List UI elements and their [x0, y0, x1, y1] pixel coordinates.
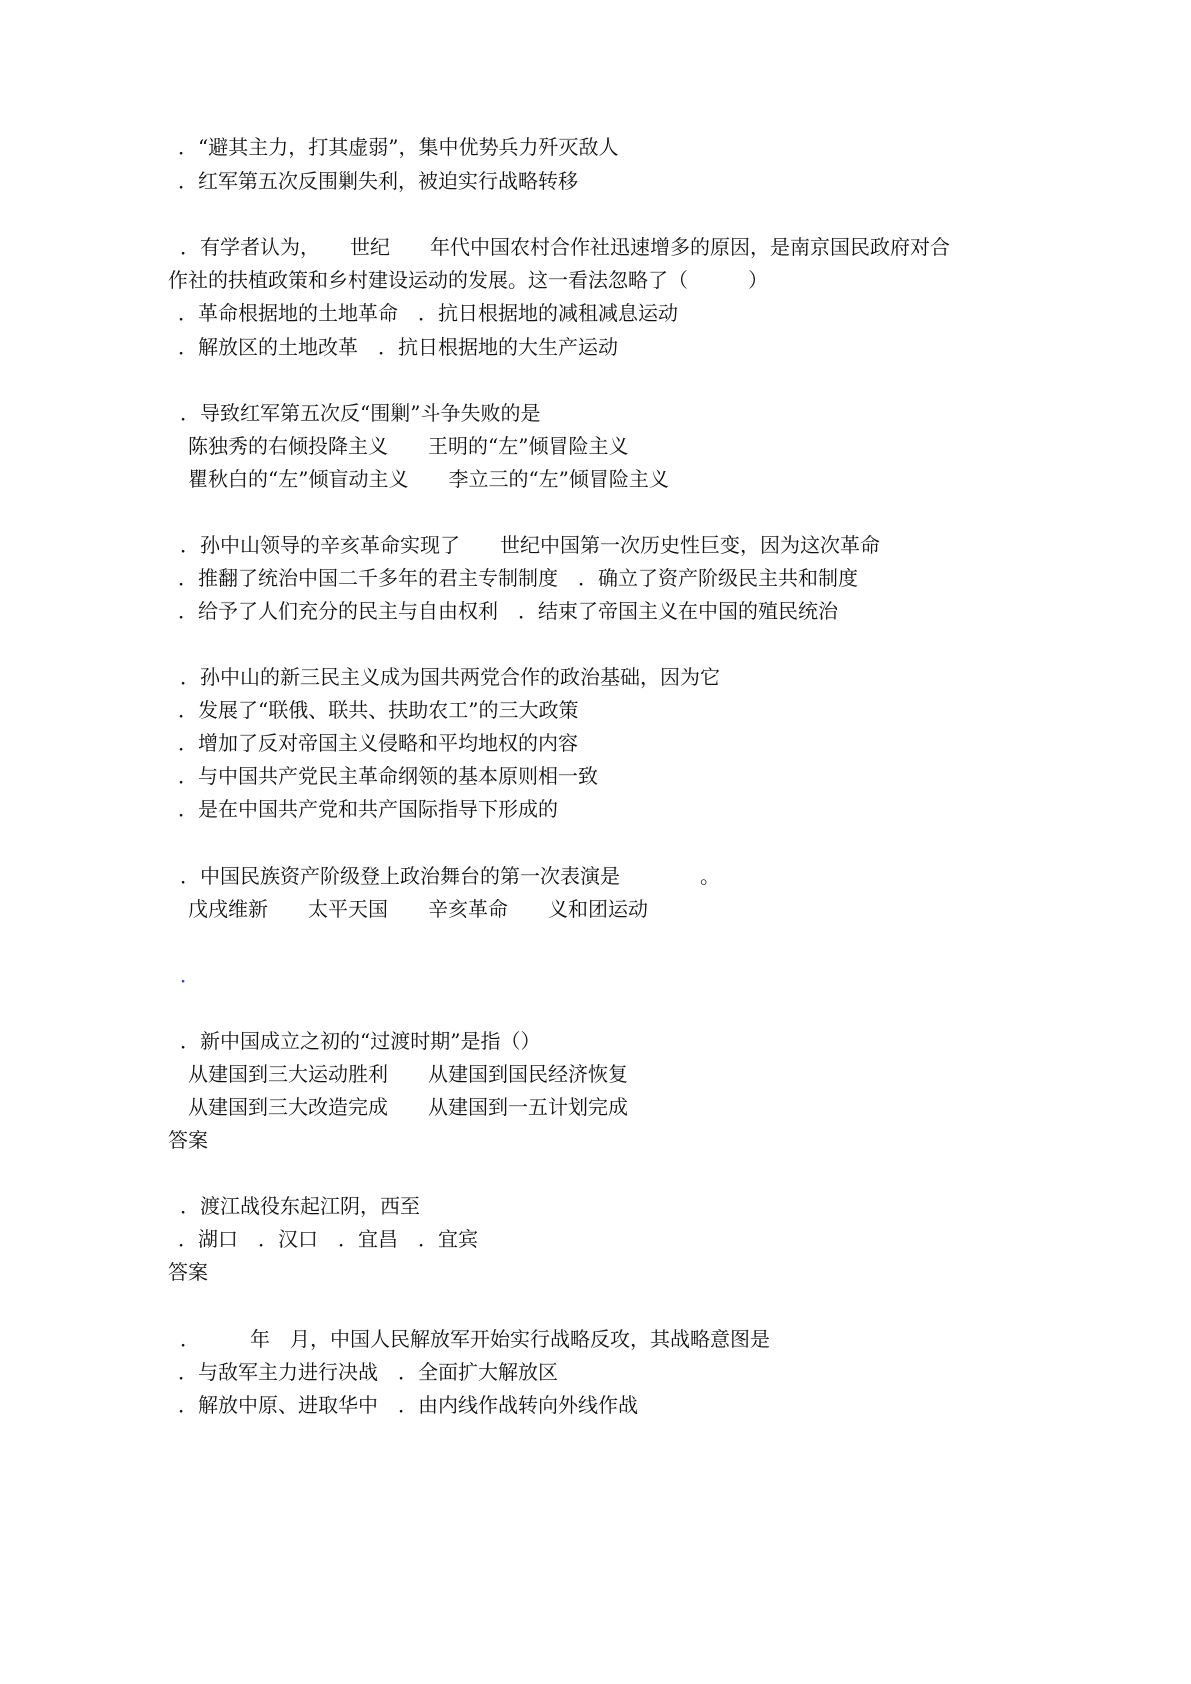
- option-line: 戊戌维新 太平天国 辛亥革命 义和团运动: [188, 897, 648, 921]
- text-line: ．“避其主力，打其虚弱”，集中优势兵力歼灭敌人: [178, 135, 619, 159]
- option-line: 从建国到三大改造完成 从建国到一五计划完成: [188, 1095, 628, 1119]
- text-line: 作社的扶植政策和乡村建设运动的发展。这一看法忽略了（ ）: [168, 268, 768, 292]
- answer-label: 答案: [168, 1128, 208, 1152]
- option-line: ．发展了“联俄、联共、扶助农工”的三大政策: [178, 698, 579, 722]
- option-line: ．给予了人们充分的民主与自由权利 ．结束了帝国主义在中国的殖民统治: [178, 599, 838, 623]
- option-line: ．解放中原、进取华中 ．由内线作战转向外线作战: [178, 1393, 638, 1417]
- answer-label: 答案: [168, 1260, 208, 1284]
- option-line: ．增加了反对帝国主义侵略和平均地权的内容: [178, 731, 578, 755]
- text-line: ．红军第五次反围剿失利，被迫实行战略转移: [178, 169, 578, 193]
- question-marker: ．: [180, 963, 200, 987]
- option-line: ．解放区的土地改革 ．抗日根据地的大生产运动: [178, 335, 618, 359]
- question-line: ． 年 月，中国人民解放军开始实行战略反攻，其战略意图是: [180, 1327, 770, 1351]
- question-line: ．孙中山领导的辛亥革命实现了 世纪中国第一次历史性巨变，因为这次革命: [180, 533, 880, 557]
- option-line: ．与敌军主力进行决战 ．全面扩大解放区: [178, 1360, 558, 1384]
- question-line: ．导致红军第五次反“围剿”斗争失败的是: [180, 401, 541, 425]
- question-line: ．孙中山的新三民主义成为国共两党合作的政治基础，因为它: [180, 665, 720, 689]
- option-line: ．是在中国共产党和共产国际指导下形成的: [178, 797, 558, 821]
- option-line: ．推翻了统治中国二千多年的君主专制制度 ．确立了资产阶级民主共和制度: [178, 566, 858, 590]
- question-line: ．新中国成立之初的“过渡时期”是指（）: [180, 1029, 541, 1053]
- question-line: ．渡江战役东起江阴，西至: [180, 1194, 420, 1218]
- option-line: ．革命根据地的土地革命 ．抗日根据地的减租减息运动: [178, 301, 678, 325]
- option-line: ．与中国共产党民主革命纲领的基本原则相一致: [178, 764, 598, 788]
- option-line: 从建国到三大运动胜利 从建国到国民经济恢复: [188, 1062, 628, 1086]
- option-line: 陈独秀的右倾投降主义 王明的“左”倾冒险主义: [188, 434, 629, 458]
- question-line: ．中国民族资产阶级登上政治舞台的第一次表演是 。: [180, 864, 720, 888]
- question-line: ．有学者认为， 世纪 年代中国农村合作社迅速增多的原因，是南京国民政府对合: [180, 235, 950, 259]
- option-line: ．湖口 ．汉口 ．宜昌 ．宜宾: [178, 1227, 478, 1251]
- option-line: 瞿秋白的“左”倾盲动主义 李立三的“左”倾冒险主义: [188, 467, 669, 491]
